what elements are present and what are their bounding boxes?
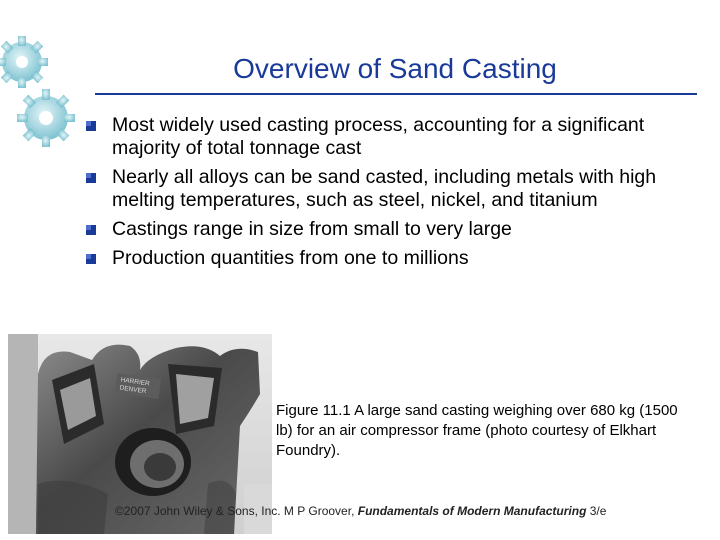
- bullet-item: [85, 114, 705, 160]
- square-bullet-icon: [85, 224, 97, 236]
- bullet-text: Production quantities from one to millions: [112, 247, 469, 269]
- footer-book-title: Fundamentals of Modern Manufacturing: [357, 504, 587, 518]
- bullet-text: Nearly all alloys can be sand casted, including metals with high melting temperatures, such as steel, nickel, and titanium: [112, 166, 657, 211]
- bullet-item: [85, 166, 705, 212]
- gear-icon: [17, 89, 75, 147]
- bullet-item: [85, 247, 705, 270]
- footer-edition: 3/e: [586, 504, 607, 518]
- footer-copyright: ©2007 John Wiley & Sons, Inc. M P Groover,: [115, 504, 358, 518]
- square-bullet-icon: [85, 253, 97, 265]
- square-bullet-icon: [85, 172, 97, 184]
- square-bullet-icon: [85, 120, 97, 132]
- svg-text:DENVER: DENVER: [119, 384, 147, 396]
- bullet-text: Most widely used casting process, accounting for a significant majority of total tonnage cast: [112, 114, 645, 159]
- bullet-list: [85, 114, 705, 276]
- figure-caption: Figure 11.1 A large sand casting weighing over 680 kg (1500 lb) for an air compressor frame (photo courtesy of Elkhart Foundry).: [276, 402, 678, 459]
- slide-footer: [115, 504, 715, 518]
- gear-icon: [0, 36, 48, 88]
- casting-plate-text: HARRIER: [120, 376, 151, 388]
- bullet-item: [85, 218, 705, 241]
- slide-title: Overview of Sand Casting: [233, 53, 557, 84]
- title-divider: [95, 93, 697, 95]
- gears-decoration: [0, 30, 80, 160]
- bullet-text: Castings range in size from small to very large: [112, 218, 512, 240]
